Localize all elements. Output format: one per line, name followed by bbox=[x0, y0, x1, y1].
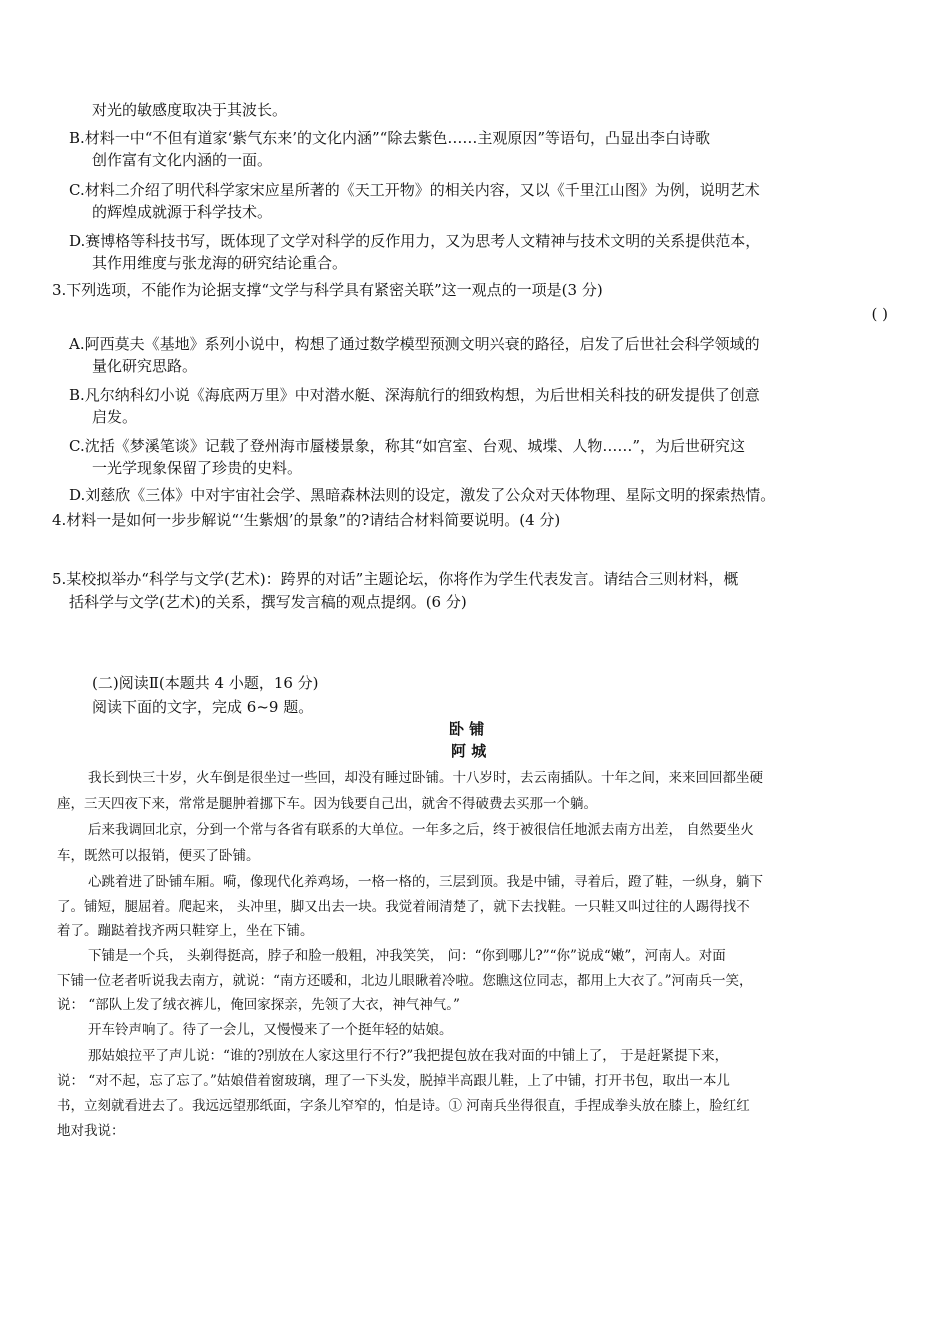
q2-option-c: C.材料二介绍了明代科学家宋应星所著的《天工开物》的相关内容，又以《千里江山图》为例，说明艺术 bbox=[69, 181, 760, 199]
q4-stem: 4.材料一是如何一步步解说“‘生紫烟’的景象”的?请结合材料简要说明。(4 分) bbox=[52, 511, 561, 529]
q2-option-a-tail: 对光的敏感度取决于其波长。 bbox=[92, 101, 288, 119]
story-paragraph-1: 我长到快三十岁，火车倒是很坐过一些回，却没有睡过卧铺。十八岁时，去云南插队。十年之间，来来回回都坐硬 bbox=[88, 770, 763, 786]
story-paragraph-1-cont: 座，三天四夜下来，常常是腿肿着挪下车。因为钱要自己出，就舍不得破费去买那一个躺。 bbox=[57, 796, 597, 812]
q2-option-d: D.赛博格等科技书写，既体现了文学对科学的反作用力，又为思考人文精神与技术文明的关系提供范本， bbox=[69, 232, 761, 250]
q3-option-b-cont: 启发。 bbox=[92, 408, 138, 426]
q3-option-b: B.凡尔纳科幻小说《海底两万里》中对潜水艇、深海航行的细致构想，为后世相关科技的研发提供了创意 bbox=[69, 386, 760, 404]
q5-stem-cont: 括科学与文学(艺术)的关系，撰写发言稿的观点提纲。(6 分) bbox=[69, 593, 467, 611]
q2-option-d-cont: 其作用维度与张龙海的研究结论重合。 bbox=[92, 254, 348, 272]
story-paragraph-6: 那姑娘拉平了声儿说：“谁的?别放在人家这里行不行?”我把提包放在我对面的中铺上了， 于是赶紧提下来， bbox=[88, 1048, 729, 1064]
story-paragraph-2-cont: 车，既然可以报销，便买了卧铺。 bbox=[57, 848, 260, 864]
story-paragraph-2: 后来我调回北京，分到一个常与各省有联系的大单位。一年多之后，终于被很信任地派去南方出差， 自然要坐火 bbox=[88, 822, 754, 838]
story-paragraph-3: 心跳着进了卧铺车厢。嗬，像现代化养鸡场，一格一格的，三层到顶。我是中铺，寻着后，蹬了鞋，一纵身，躺下 bbox=[88, 874, 763, 890]
section-heading: (二)阅读Ⅱ(本题共 4 小题，16 分) bbox=[92, 674, 319, 692]
q3-option-c: C.沈括《梦溪笔谈》记载了登州海市蜃楼景象，称其“如宫室、台观、城堞、人物……”，为后世研究这 bbox=[69, 437, 746, 455]
story-paragraph-4-end: 说： “部队上发了绒衣裤儿，俺回家探亲，先领了大衣，神气神气。” bbox=[57, 997, 460, 1013]
q3-stem: 3.下列选项，不能作为论据支撑“文学与科学具有紧密关联”这一观点的一项是(3 分) bbox=[52, 281, 603, 299]
q2-option-b: B.材料一中“不但有道家‘紫气东来’的文化内涵”“除去紫色……主观原因”等语句，凸显出李白诗歌 bbox=[69, 129, 711, 147]
story-paragraph-6-cont: 说： “对不起，忘了忘了。”姑娘借着窗玻璃，理了一下头发，脱掉半高跟儿鞋，上了中铺，打开书包，取出一本儿 bbox=[57, 1073, 730, 1089]
story-title: 卧 铺 bbox=[449, 720, 485, 738]
q2-option-b-cont: 创作富有文化内涵的一面。 bbox=[92, 151, 273, 169]
story-paragraph-3-end: 着了。蹦跶着找齐两只鞋穿上，坐在下铺。 bbox=[57, 923, 314, 939]
story-paragraph-6-end: 地对我说： bbox=[57, 1123, 125, 1139]
story-author: 阿 城 bbox=[451, 742, 487, 760]
story-paragraph-4: 下铺是一个兵， 头剃得挺高，脖子和脸一般粗，冲我笑笑， 问：“你到哪儿?”“你”说成“嫩”，河南人。对面 bbox=[88, 948, 726, 964]
story-paragraph-6-cont2: 书，立刻就看进去了。我远远望那纸面，字条儿窄窄的，怕是诗。① 河南兵坐得很直，手捏成拳头放在膝上，脸红红 bbox=[57, 1098, 750, 1114]
q5-stem: 5.某校拟举办“科学与文学(艺术)：跨界的对话”主题论坛，你将作为学生代表发言。请结合三则材料，概 bbox=[52, 570, 739, 588]
q3-option-d: D.刘慈欣《三体》中对宇宙社会学、黑暗森林法则的设定，激发了公众对天体物理、星际文明的探索热情。 bbox=[69, 486, 776, 504]
q3-option-a-cont: 量化研究思路。 bbox=[92, 357, 198, 375]
answer-blank: ( ) bbox=[871, 305, 888, 323]
section-instruction: 阅读下面的文字，完成 6~9 题。 bbox=[92, 698, 314, 716]
story-paragraph-5: 开车铃声响了。待了一会儿，又慢慢来了一个挺年轻的姑娘。 bbox=[88, 1022, 453, 1038]
q3-option-a: A.阿西莫夫《基地》系列小说中，构想了通过数学模型预测文明兴衰的路径，启发了后世社会科学领域的 bbox=[69, 335, 760, 353]
q3-option-c-cont: 一光学现象保留了珍贵的史料。 bbox=[92, 459, 303, 477]
story-paragraph-4-cont: 下铺一位老者听说我去南方，就说：“南方还暖和，北边儿眼瞅着冷啦。您瞧这位同志，都用上大衣了。”河南兵一笑， bbox=[57, 973, 753, 989]
q2-option-c-cont: 的辉煌成就源于科学技术。 bbox=[92, 203, 273, 221]
story-paragraph-3-cont: 了。铺短，腿屈着。爬起来， 头冲里，脚又出去一块。我觉着闹清楚了，就下去找鞋。一只鞋又叫过往的人踢得找不 bbox=[57, 899, 750, 915]
